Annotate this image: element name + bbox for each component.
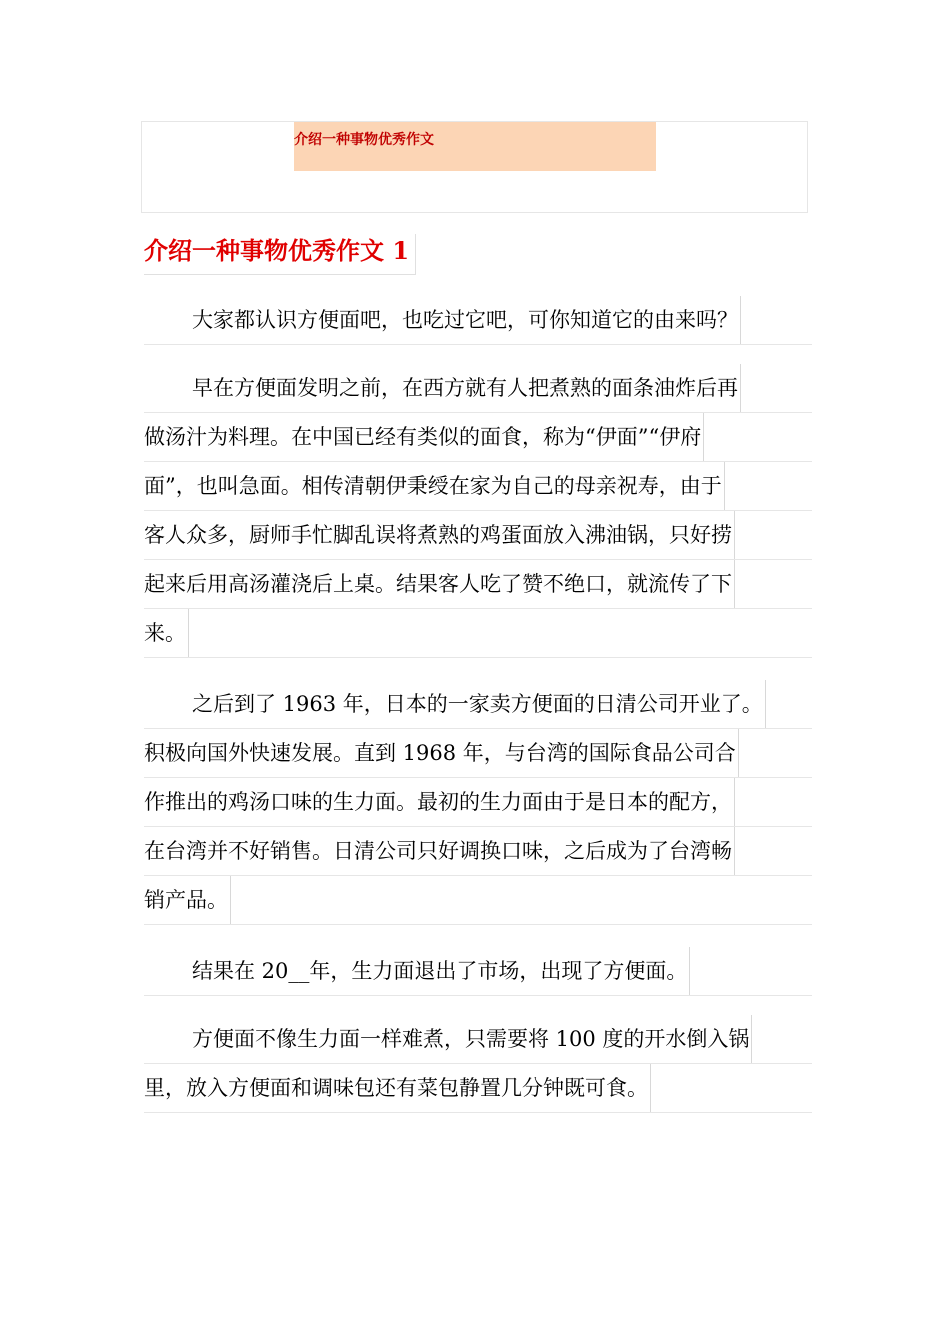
paragraph-line: 作推出的鸡汤口味的生力面。最初的生力面由于是日本的配方， <box>144 778 812 827</box>
paragraph-line: 来。 <box>144 609 812 658</box>
paragraph-line: 销产品。 <box>144 876 812 925</box>
paragraph-1 <box>144 296 812 345</box>
paragraph-line: 方便面不像生力面一样难煮，只需要将 100 度的开水倒入锅 <box>144 1015 812 1064</box>
paragraph-line: 面”，也叫急面。相传清朝伊秉绶在家为自己的母亲祝寿，由于 <box>144 462 812 511</box>
paragraph-line: 客人众多，厨师手忙脚乱误将煮熟的鸡蛋面放入沸油锅，只好捞 <box>144 511 812 560</box>
paragraph-line: 积极向国外快速发展。直到 1968 年，与台湾的国际食品公司合 <box>144 729 812 778</box>
paragraph-3 <box>144 680 812 925</box>
paragraph-4 <box>144 947 812 996</box>
paragraph-line: 做汤汁为料理。在中国已经有类似的面食，称为“伊面”“伊府 <box>144 413 812 462</box>
paragraph-line: 起来后用高汤灌浇后上桌。结果客人吃了赞不绝口，就流传了下 <box>144 560 812 609</box>
paragraph-line: 大家都认识方便面吧，也吃过它吧，可你知道它的由来吗？ <box>144 296 812 345</box>
paragraph-5 <box>144 1015 812 1113</box>
paragraph-line: 里，放入方便面和调味包还有菜包静置几分钟既可食。 <box>144 1064 812 1113</box>
paragraph-line: 之后到了 1963 年，日本的一家卖方便面的日清公司开业了。 <box>144 680 812 729</box>
paragraph-line: 结果在 20__年，生力面退出了市场，出现了方便面。 <box>144 947 812 996</box>
header-title: 介绍一种事物优秀作文 <box>294 122 656 171</box>
paragraph-line: 早在方便面发明之前，在西方就有人把煮熟的面条油炸后再 <box>144 364 812 413</box>
paragraph-2 <box>144 364 812 658</box>
paragraph-line: 在台湾并不好销售。日清公司只好调换口味，之后成为了台湾畅 <box>144 827 812 876</box>
article-heading: 介绍一种事物优秀作文 1 <box>144 234 416 275</box>
